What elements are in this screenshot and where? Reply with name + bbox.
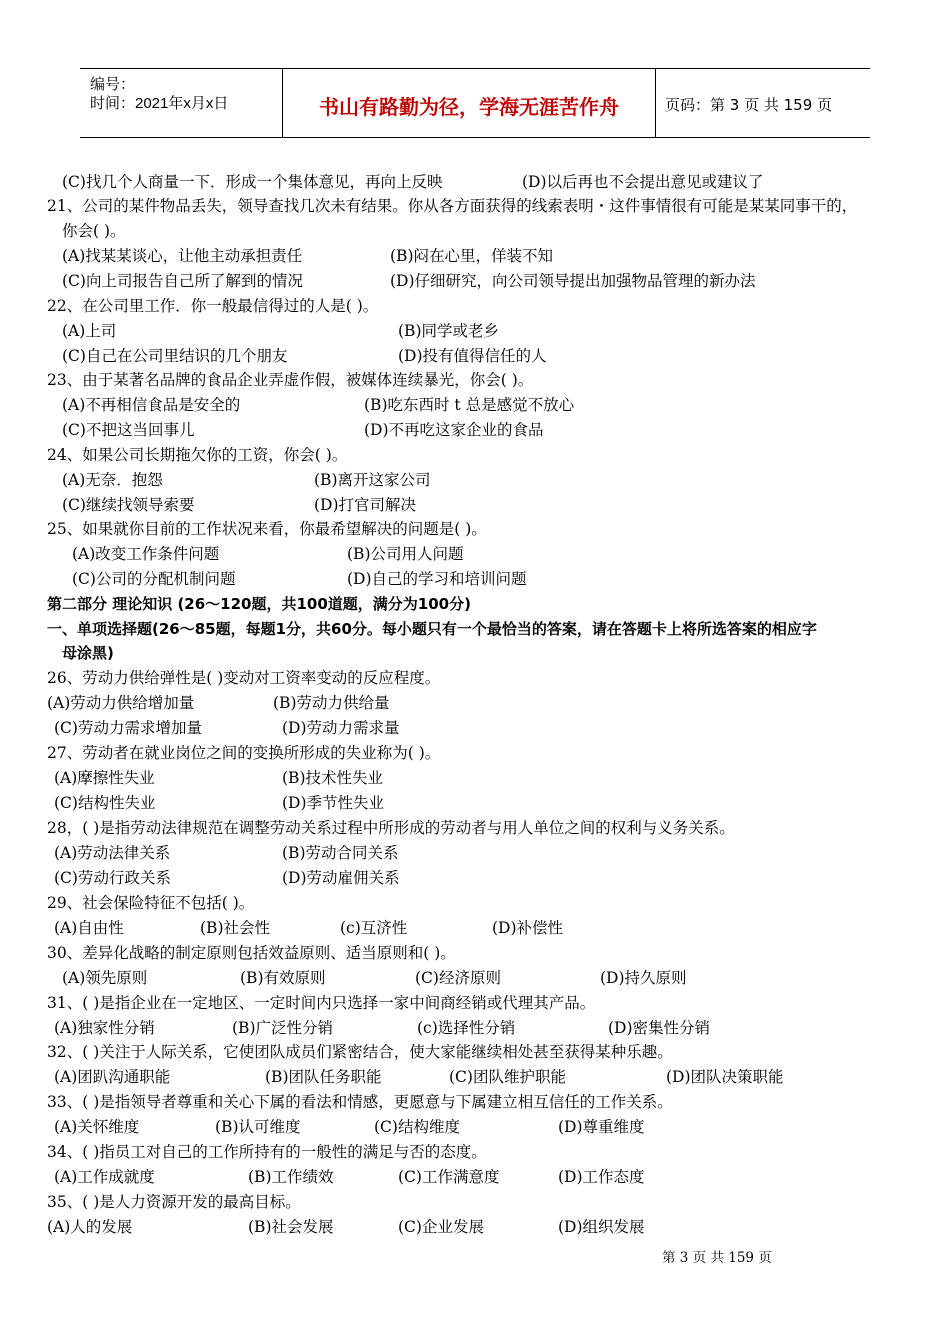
answer-option: (B)同学或老乡 — [398, 322, 499, 340]
document-date: 时间：2021年x月x日 — [90, 95, 229, 112]
answer-option: (D)劳动雇佣关系 — [282, 869, 400, 887]
answer-option: (C)结构维度 — [374, 1118, 460, 1136]
answer-option: (C)结构性失业 — [54, 794, 156, 812]
answer-option: (C)工作满意度 — [398, 1168, 500, 1186]
answer-option: (B)离开这家公司 — [314, 471, 431, 489]
answer-option: (C)团队维护职能 — [449, 1068, 566, 1086]
answer-option: (C)向上司报告自己所了解到的情况 — [62, 272, 303, 290]
answer-option: (B)工作绩效 — [248, 1168, 334, 1186]
question-text: 26、劳动力供给弹性是( )变动对工资率变动的反应程度。 — [47, 669, 441, 687]
answer-option: (D)尊重维度 — [558, 1118, 645, 1136]
answer-option: (B)闷在心里，佯装不知 — [390, 247, 553, 265]
answer-option: (C)企业发展 — [398, 1218, 484, 1236]
answer-option: (D)补偿性 — [492, 919, 564, 937]
answer-option: (D)持久原则 — [600, 969, 687, 987]
answer-option: (A)找某某谈心，让他主动承担责任 — [62, 247, 303, 265]
page-footer: 第 3 页 共 159 页 — [662, 1250, 772, 1266]
question-text: 29、社会保险特征不包括( )。 — [47, 894, 255, 912]
answer-option: (A)关怀维度 — [54, 1118, 140, 1136]
answer-option: (D)劳动力需求量 — [282, 719, 400, 737]
answer-option: (D)季节性失业 — [282, 794, 385, 812]
answer-option: (C)劳动力需求增加量 — [54, 719, 202, 737]
answer-option: (A)无奈．抱怨 — [62, 471, 163, 489]
answer-option: (D)团队决策职能 — [666, 1068, 784, 1086]
question-text: 23、由于某著名品牌的食品企业弄虚作假，被媒体连续暴光，你会( )。 — [47, 371, 534, 389]
answer-option: (C)经济原则 — [415, 969, 501, 987]
answer-option: (A)改变工作条件问题 — [72, 545, 220, 563]
answer-option: (B)有效原则 — [240, 969, 326, 987]
question-text: 32、( )关注于人际关系，它使团队成员们紧密结合，使大家能继续相处甚至获得某种乐趣。 — [47, 1043, 673, 1061]
answer-option: (A)上司 — [62, 322, 117, 340]
question-text: 你会( )。 — [62, 222, 126, 240]
answer-option: (B)社会性 — [200, 919, 270, 937]
answer-option: (A)人的发展 — [47, 1218, 133, 1236]
answer-option: (A)工作成就度 — [54, 1168, 155, 1186]
header-page-number: 页码：第 3 页 共 159 页 — [665, 96, 833, 114]
section-heading: 一、单项选择题(26～85题，每题1分，共60分。每小题只有一个最恰当的答案，请在答题卡上将所选答案的相应字 — [47, 620, 817, 638]
question-text: 34、( )指员工对自己的工作所持有的一般性的满足与否的态度。 — [47, 1143, 487, 1161]
answer-option: (D)打官司解决 — [314, 496, 417, 514]
answer-option: (D)工作态度 — [558, 1168, 645, 1186]
answer-option: (D)不再吃这家企业的食品 — [364, 421, 544, 439]
answer-option: (B)社会发展 — [248, 1218, 334, 1236]
question-text: 21、公司的某件物品丢失，领导查找几次未有结果。你从各方面获得的线索表明・这件事情很有可能是某某同事干的， — [47, 197, 858, 215]
answer-option: (D)自己的学习和培训问题 — [347, 570, 527, 588]
section-heading: 第二部分 理论知识 (26～120题，共100道题，满分为100分) — [47, 595, 471, 613]
answer-option: (c)选择性分销 — [417, 1019, 516, 1037]
question-text: 27、劳动者在就业岗位之间的变换所形成的失业称为( )。 — [47, 744, 441, 762]
answer-option: (C)继续找领导索要 — [62, 496, 195, 514]
section-heading: 母涂黑) — [62, 644, 114, 662]
answer-option: (D)仔细研究，向公司领导提出加强物品管理的新办法 — [390, 272, 756, 290]
answer-option: (C)不把这当回事儿 — [62, 421, 195, 439]
question-text: 25、如果就你目前的工作状况来看，你最希望解决的问题是( )。 — [47, 520, 487, 538]
answer-option: (B)技术性失业 — [282, 769, 383, 787]
answer-option: (B)劳动合同关系 — [282, 844, 399, 862]
answer-option: (B)吃东西时 t 总是感觉不放心 — [364, 396, 575, 414]
question-text: 22、在公司里工作．你一般最信得过的人是( )。 — [47, 297, 379, 315]
answer-option: (A)劳动力供给增加量 — [47, 694, 195, 712]
answer-option: (C)公司的分配机制问题 — [72, 570, 236, 588]
answer-option: (A)劳动法律关系 — [54, 844, 171, 862]
answer-option: (A)团趴沟通职能 — [54, 1068, 171, 1086]
answer-option: (B)劳动力供给量 — [273, 694, 390, 712]
header-motto: 书山有路勤为径，学海无涯苦作舟 — [319, 95, 619, 119]
answer-option: (c)互济性 — [340, 919, 408, 937]
document-number: 编号： — [90, 76, 136, 93]
answer-option: (D)以后再也不会提出意见或建议了 — [522, 173, 764, 191]
question-text: 31、( )是指企业在一定地区、一定时间内只选择一家中间商经销或代理其产品。 — [47, 994, 596, 1012]
answer-option: (B)认可维度 — [215, 1118, 301, 1136]
answer-option: (A)摩擦性失业 — [54, 769, 155, 787]
question-text: 28，( )是指劳动法律规范在调整劳动关系过程中所形成的劳动者与用人单位之间的权利与义务关系。 — [47, 819, 735, 837]
answer-option: (C)找几个人商量一下．形成一个集体意见，再向上反映 — [62, 173, 443, 191]
answer-option: (D)投有值得信任的人 — [398, 347, 547, 365]
answer-option: (B)广泛性分销 — [232, 1019, 333, 1037]
question-text: 35、( )是人力资源开发的最高目标。 — [47, 1193, 301, 1211]
question-text: 30、差异化战略的制定原则包括效益原则、适当原则和( )。 — [47, 944, 456, 962]
answer-option: (A)独家性分销 — [54, 1019, 155, 1037]
question-text: 24、如果公司长期拖欠你的工资，你会( )。 — [47, 446, 348, 464]
question-text: 33、( )是指领导者尊重和关心下属的看法和情感，更愿意与下属建立相互信任的工作关系。 — [47, 1093, 673, 1111]
answer-option: (B)团队任务职能 — [265, 1068, 382, 1086]
answer-option: (A)领先原则 — [62, 969, 148, 987]
answer-option: (A)自由性 — [54, 919, 124, 937]
answer-option: (C)劳动行政关系 — [54, 869, 171, 887]
answer-option: (C)自己在公司里结识的几个朋友 — [62, 347, 288, 365]
answer-option: (D)密集性分销 — [608, 1019, 711, 1037]
answer-option: (D)组织发展 — [558, 1218, 645, 1236]
answer-option: (A)不再相信食品是安全的 — [62, 396, 241, 414]
answer-option: (B)公司用人问题 — [347, 545, 464, 563]
